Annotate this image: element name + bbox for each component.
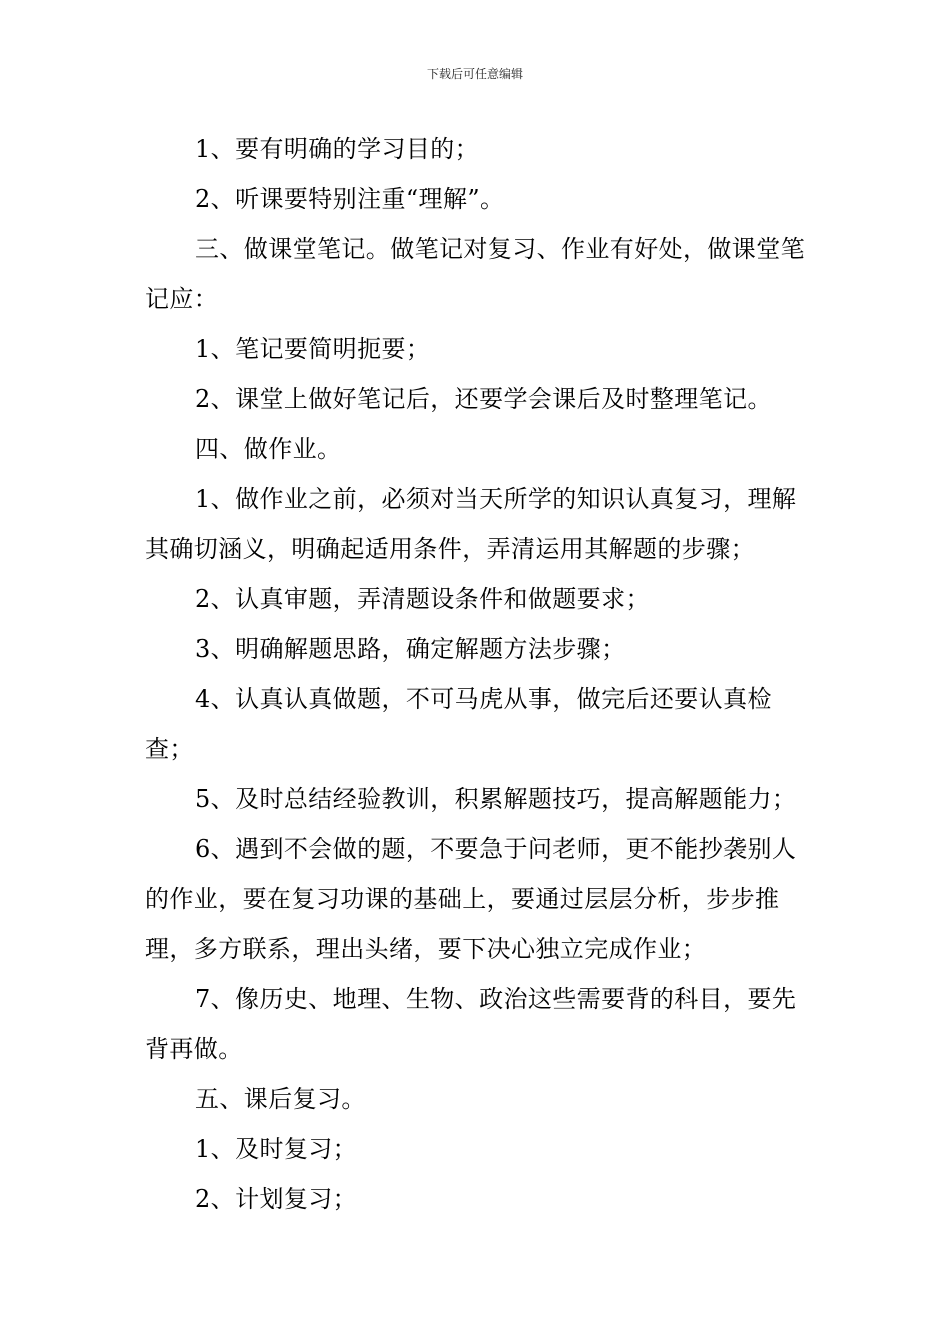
paragraph-8: 2、认真审题，弄清题设条件和做题要求； (195, 585, 650, 613)
paragraph-15: 1、及时复习； (195, 1135, 358, 1163)
paragraph-3: 三、做课堂笔记。做笔记对复习、作业有好处，做课堂笔记应： (145, 235, 805, 313)
paragraph-2: 2、听课要特别注重“理解”。 (195, 185, 505, 213)
paragraph-9: 3、明确解题思路，确定解题方法步骤； (195, 635, 626, 663)
paragraph-6: 四、做作业。 (195, 435, 342, 463)
page-header: 下载后可任意编辑 (426, 67, 523, 81)
paragraph-5: 2、课堂上做好笔记后，还要学会课后及时整理笔记。 (195, 385, 772, 413)
paragraph-12: 6、遇到不会做的题，不要急于问老师，更不能抄袭别人的作业，要在复习功课的基础上，要通过层层分析，步步推理，多方联系，理出头绪，要下决心独立完成作业； (145, 835, 797, 963)
paragraph-1: 1、要有明确的学习目的； (195, 135, 480, 163)
document-body (145, 124, 810, 1224)
paragraph-14: 五、课后复习。 (195, 1085, 366, 1113)
paragraph-10: 4、认真认真做题，不可马虎从事，做完后还要认真检查； (145, 685, 772, 763)
paragraph-4: 1、笔记要简明扼要； (195, 335, 431, 363)
paragraph-13: 7、像历史、地理、生物、政治这些需要背的科目，要先背再做。 (145, 985, 797, 1063)
paragraph-7: 1、做作业之前，必须对当天所学的知识认真复习，理解其确切涵义，明确起适用条件，弄清运用其解题的步骤； (145, 485, 797, 563)
paragraph-16: 2、计划复习； (195, 1185, 358, 1213)
paragraph-11: 5、及时总结经验教训，积累解题技巧，提高解题能力； (195, 785, 797, 813)
